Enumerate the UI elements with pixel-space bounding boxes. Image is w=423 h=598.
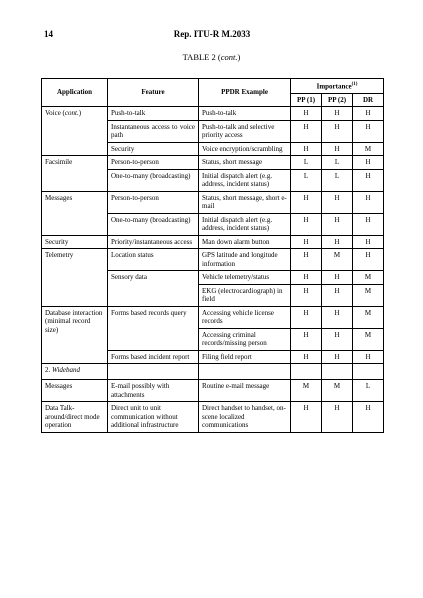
- pp2-cell: H: [322, 402, 353, 433]
- pp2-cell: L: [322, 169, 353, 191]
- pp1-cell: H: [291, 213, 322, 235]
- pp1-cell: H: [291, 350, 322, 364]
- feature-cell: Security: [108, 142, 199, 156]
- example-cell: Initial dispatch alert (e.g. address, incident status): [199, 169, 291, 191]
- column-header-pp2: PP (2): [322, 93, 353, 107]
- pp2-cell: L: [322, 156, 353, 170]
- dr-cell: M: [353, 142, 384, 156]
- feature-cell: E-mail possibly with attachments: [108, 380, 199, 402]
- dr-cell: M: [353, 284, 384, 306]
- pp1-cell: H: [291, 328, 322, 350]
- pp1-cell: L: [291, 169, 322, 191]
- example-cell: Direct handset to handset, on-scene localized communications: [199, 402, 291, 433]
- application-cell: Facsimile: [42, 156, 108, 192]
- feature-cell: Person-to-person: [108, 156, 199, 170]
- column-header-importance: Importance$^{(1)}$: [291, 79, 384, 94]
- example-cell: Push-to-talk and selective priority access: [199, 120, 291, 142]
- pp1-cell: H: [291, 191, 322, 213]
- dr-cell: H: [353, 235, 384, 249]
- pp2-cell: H: [322, 107, 353, 121]
- pp2-cell: H: [322, 213, 353, 235]
- page-header: [44, 29, 380, 43]
- pp1-cell: L: [291, 156, 322, 170]
- pp2-cell: H: [322, 120, 353, 142]
- example-cell: Push-to-talk: [199, 107, 291, 121]
- example-cell: Vehicle telemetry/status: [199, 271, 291, 285]
- feature-cell: Location status: [108, 249, 199, 271]
- pp1-cell: H: [291, 271, 322, 285]
- column-header-example: PPDR Example: [199, 79, 291, 107]
- dr-cell: H: [353, 107, 384, 121]
- example-cell: Voice encryption/scrambling: [199, 142, 291, 156]
- dr-cell: M: [353, 328, 384, 350]
- example-cell: GPS latitude and longitude information: [199, 249, 291, 271]
- example-cell: Status, short message, short e-mail: [199, 191, 291, 213]
- feature-cell: Push-to-talk: [108, 107, 199, 121]
- pp2-cell: M: [322, 249, 353, 271]
- table-row: [42, 402, 384, 433]
- table-row: [42, 306, 384, 328]
- feature-cell: Forms based incident report: [108, 350, 199, 364]
- table-header-row: [42, 79, 384, 94]
- feature-cell: Direct unit to unit communication without additional infrastructure: [108, 402, 199, 433]
- table-row: [42, 235, 384, 249]
- ppdr-applications-table: [41, 78, 384, 433]
- example-cell: EKG (electrocardiograph) in field: [199, 284, 291, 306]
- dr-cell: M: [353, 306, 384, 328]
- pp1-cell: H: [291, 249, 322, 271]
- section-row: [42, 364, 384, 380]
- dr-cell: H: [353, 402, 384, 433]
- dr-cell: H: [353, 249, 384, 271]
- pp1-cell: H: [291, 235, 322, 249]
- example-cell: Routine e-mail message: [199, 380, 291, 402]
- column-header-feature: Feature: [108, 79, 199, 107]
- feature-cell: One-to-many (broadcasting): [108, 213, 199, 235]
- dr-cell: H: [353, 350, 384, 364]
- application-cell: Telemetry: [42, 249, 108, 307]
- example-cell: Accessing vehicle license records: [199, 306, 291, 328]
- dr-cell: L: [353, 380, 384, 402]
- dr-cell: M: [353, 271, 384, 285]
- example-cell: Filing field report: [199, 350, 291, 364]
- pp1-cell: H: [291, 120, 322, 142]
- pp2-cell: H: [322, 350, 353, 364]
- table-row: [42, 107, 384, 121]
- example-cell: Initial dispatch alert (e.g. address, incident status): [199, 213, 291, 235]
- table-row: [42, 380, 384, 402]
- pp2-cell: H: [322, 328, 353, 350]
- table-row: [42, 156, 384, 170]
- feature-cell: Sensory data: [108, 271, 199, 307]
- column-header-pp1: PP (1): [291, 93, 322, 107]
- application-cell: Security: [42, 235, 108, 249]
- pp1-cell: H: [291, 284, 322, 306]
- dr-cell: H: [353, 191, 384, 213]
- column-header-application: Application: [42, 79, 108, 107]
- feature-cell: Person-to-person: [108, 191, 199, 213]
- table-title: TABLE 2 (cont.): [182, 52, 241, 62]
- pp2-cell: M: [322, 380, 353, 402]
- pp2-cell: H: [322, 142, 353, 156]
- dr-cell: H: [353, 156, 384, 170]
- example-cell: Status, short message: [199, 156, 291, 170]
- pp2-cell: H: [322, 306, 353, 328]
- dr-cell: H: [353, 120, 384, 142]
- pp1-cell: H: [291, 107, 322, 121]
- application-cell: Data Talk-around/direct mode operation: [42, 402, 108, 433]
- application-cell: Messages: [42, 191, 108, 235]
- section-label-cell: 2. Wideband: [42, 364, 108, 380]
- pp1-cell: M: [291, 380, 322, 402]
- column-header-dr: DR: [353, 93, 384, 107]
- table-row: [42, 249, 384, 271]
- feature-cell: Forms based records query: [108, 306, 199, 350]
- example-cell: Man down alarm button: [199, 235, 291, 249]
- pp2-cell: H: [322, 271, 353, 285]
- application-cell: Messages: [42, 380, 108, 402]
- feature-cell: Instantaneous access to voice path: [108, 120, 199, 142]
- document-reference: Rep. ITU-R M.2033: [173, 29, 251, 39]
- dr-cell: H: [353, 213, 384, 235]
- pp1-cell: H: [291, 306, 322, 328]
- pp2-cell: H: [322, 191, 353, 213]
- application-cell: Voice (cont.): [42, 107, 108, 156]
- page-number: 14: [44, 29, 53, 39]
- pp1-cell: H: [291, 402, 322, 433]
- dr-cell: H: [353, 169, 384, 191]
- table-row: [42, 191, 384, 213]
- pp2-cell: H: [322, 235, 353, 249]
- feature-cell: Priority/instantaneous access: [108, 235, 199, 249]
- example-cell: Accessing criminal records/missing person: [199, 328, 291, 350]
- feature-cell: One-to-many (broadcasting): [108, 169, 199, 191]
- pp1-cell: H: [291, 142, 322, 156]
- pp2-cell: H: [322, 284, 353, 306]
- application-cell: Database interaction (minimal record size): [42, 306, 108, 364]
